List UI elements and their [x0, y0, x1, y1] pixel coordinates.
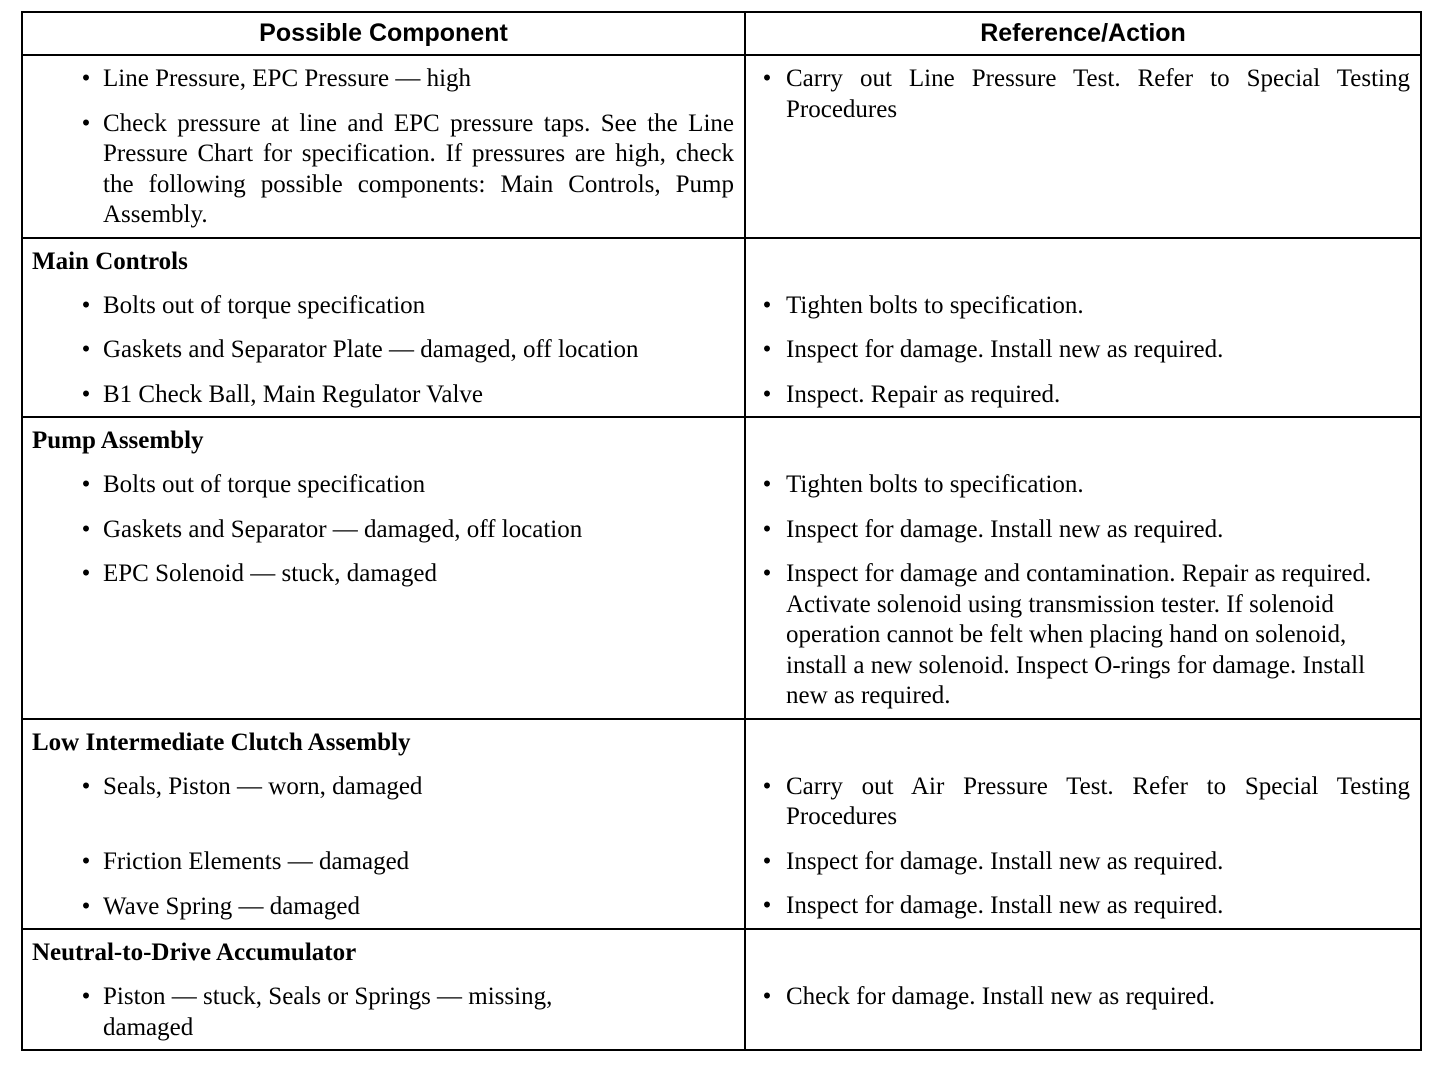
list-item: [23, 772, 734, 803]
list-item: [23, 982, 734, 1043]
action-text: Inspect. Repair as required.: [786, 380, 1061, 408]
component-cell: [22, 719, 745, 930]
action-text: Inspect for damage. Install new as required.: [786, 336, 1224, 363]
list-item: [23, 64, 734, 95]
action-text: Inspect for damage. Install new as required.: [786, 515, 1224, 543]
bullet-icon: •: [762, 515, 772, 543]
action-cell: [745, 417, 1421, 719]
component-text: Piston — stuck, Seals or Springs — missing, damaged: [103, 983, 553, 1041]
bullet-icon: •: [81, 515, 91, 543]
component-text: Seals, Piston — worn, damaged: [103, 772, 423, 800]
header-possible-component: Possible Component: [22, 12, 745, 55]
list-item: [746, 335, 1410, 366]
component-cell: [22, 417, 745, 719]
list-item: [23, 291, 734, 322]
list-item: [746, 772, 1410, 833]
action-text: Check for damage. Install new as required.: [786, 983, 1216, 1010]
table-row: [22, 417, 1421, 719]
component-text: Wave Spring — damaged: [103, 892, 360, 920]
table-row: [22, 929, 1421, 1050]
action-text: Inspect for damage. Install new as required.: [786, 892, 1224, 919]
table-row: [22, 238, 1421, 418]
action-text: Carry out Air Pressure Test. Refer to Special Testing Procedures: [786, 772, 1410, 830]
table-row: [22, 719, 1421, 930]
list-item: [746, 559, 1410, 712]
component-text: EPC Solenoid — stuck, damaged: [103, 560, 437, 587]
bullet-icon: •: [762, 560, 772, 587]
bullet-icon: •: [81, 380, 91, 408]
list-item: [746, 982, 1410, 1013]
bullet-icon: •: [81, 560, 91, 587]
header-row: [22, 12, 1421, 55]
bullet-icon: •: [81, 892, 91, 920]
list-item: [746, 847, 1410, 878]
group-title: Main Controls: [32, 247, 188, 275]
bullet-icon: •: [81, 336, 91, 363]
component-cell: [22, 929, 745, 1050]
list-item: [746, 291, 1410, 322]
group-title: Low Intermediate Clutch Assembly: [32, 728, 411, 756]
component-text: Friction Elements — damaged: [103, 848, 410, 875]
list-item: [23, 109, 734, 231]
action-text: Carry out Line Pressure Test. Refer to Special Testing Procedures: [786, 65, 1410, 123]
bullet-icon: •: [762, 380, 772, 408]
bullet-icon: •: [762, 892, 772, 919]
component-text: Gaskets and Separator — damaged, off location: [103, 515, 583, 543]
group-title: Pump Assembly: [32, 427, 204, 454]
list-item: [23, 559, 734, 590]
component-text: Line Pressure, EPC Pressure — high: [103, 65, 472, 92]
component-text: Bolts out of torque specification: [103, 291, 426, 319]
list-item: [23, 515, 734, 546]
bullet-icon: •: [762, 847, 772, 875]
bullet-icon: •: [81, 65, 91, 92]
list-item: [746, 891, 1410, 922]
bullet-icon: •: [81, 471, 91, 498]
bullet-icon: •: [81, 848, 91, 875]
bullet-icon: •: [762, 65, 772, 92]
action-text: Inspect for damage. Install new as required.: [786, 847, 1224, 875]
group-title: Neutral-to-Drive Accumulator: [32, 939, 357, 966]
table-row: [22, 55, 1421, 238]
component-text: B1 Check Ball, Main Regulator Valve: [103, 380, 484, 408]
list-item: [746, 380, 1410, 411]
bullet-icon: •: [762, 471, 772, 498]
component-cell: [22, 55, 745, 238]
component-cell: [22, 238, 745, 418]
list-item: [746, 515, 1410, 546]
bullet-icon: •: [81, 109, 91, 137]
bullet-icon: •: [81, 291, 91, 319]
bullet-icon: •: [762, 291, 772, 319]
bullet-icon: •: [762, 983, 772, 1010]
action-cell: [745, 929, 1421, 1050]
diagnostic-table: [21, 11, 1422, 1051]
list-item: [23, 380, 734, 411]
action-cell: [745, 55, 1421, 238]
component-text: Check pressure at line and EPC pressure taps. See the Line Pressure Chart for specification. If pressures are high, check the following possible components: Main Controls, Pump Assembly.: [103, 109, 734, 228]
action-text: Tighten bolts to specification.: [786, 471, 1084, 498]
action-text: Inspect for damage and contamination. Repair as required. Activate solenoid using transmission tester. If solenoid operation cannot be felt when placing hand on solenoid, install a new solenoid. Inspect O-rings for damage. Install new as required.: [786, 560, 1372, 709]
component-text: Gaskets and Separator Plate — damaged, off location: [103, 336, 639, 363]
action-text: Tighten bolts to specification.: [786, 291, 1084, 319]
action-cell: [745, 238, 1421, 418]
bullet-icon: •: [81, 983, 91, 1010]
action-cell: [745, 719, 1421, 930]
bullet-icon: •: [762, 772, 772, 800]
list-item: [23, 470, 734, 501]
component-text: Bolts out of torque specification: [103, 471, 426, 498]
list-item: [23, 847, 734, 878]
header-reference-action: Reference/Action: [745, 12, 1421, 55]
list-item: [23, 335, 734, 366]
bullet-icon: •: [762, 336, 772, 363]
list-item: [23, 892, 734, 923]
bullet-icon: •: [81, 772, 91, 800]
list-item: [746, 470, 1410, 501]
list-item: [746, 64, 1410, 125]
